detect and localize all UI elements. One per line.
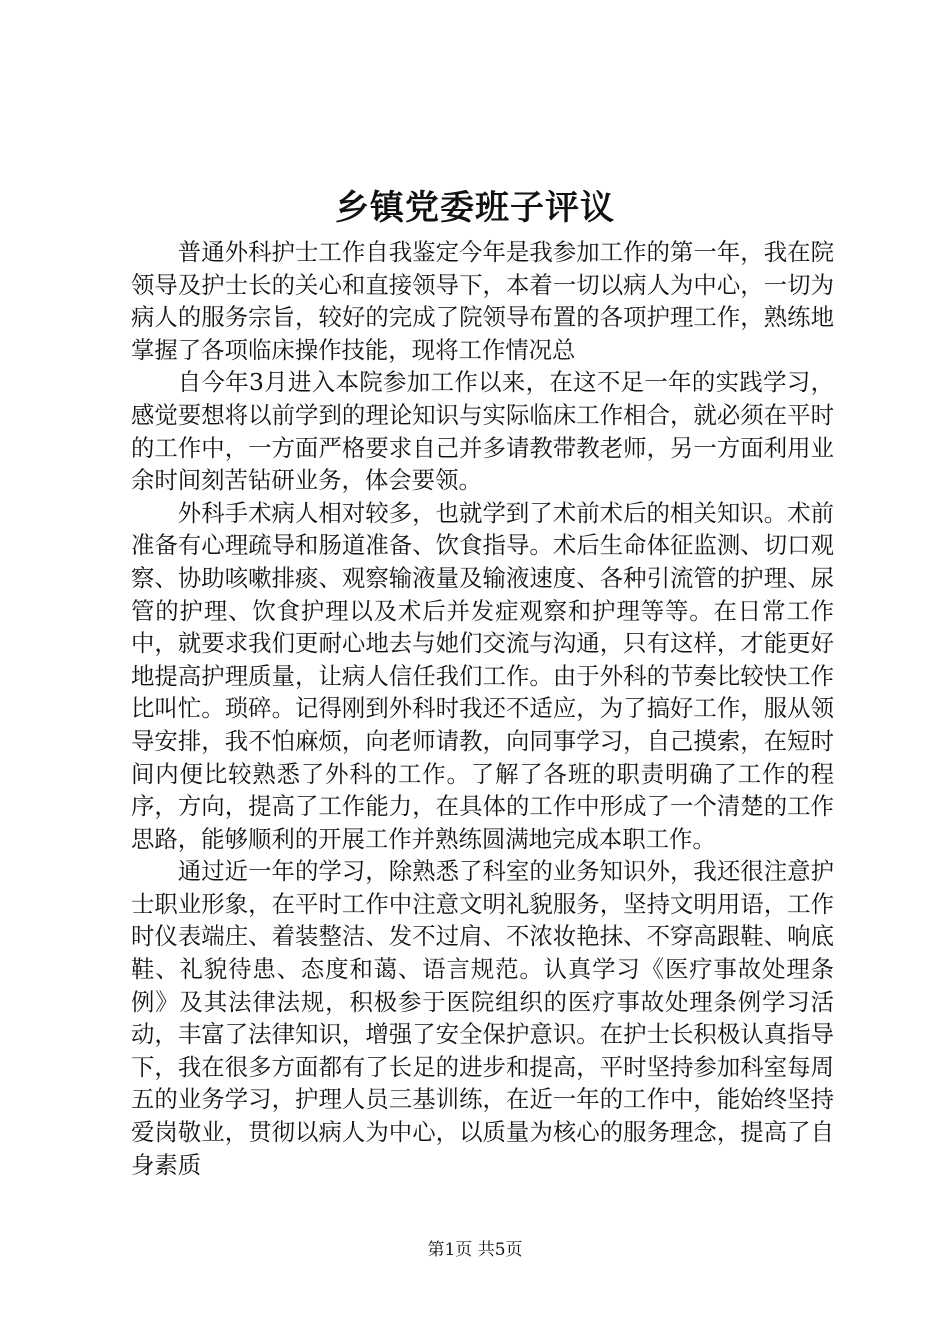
document-body <box>131 236 834 1181</box>
paragraph-2: 自今年3月进入本院参加工作以来，在这不足一年的实践学习，感觉要想将以前学到的理论知识与实际临床工作相合，就必须在平时的工作中，一方面严格要求自己并多请教带教老师，另一方面利用业余时间刻苦钻研业务，体会要领。 <box>131 368 834 495</box>
page-footer <box>0 1238 950 1262</box>
paragraph-4: 通过近一年的学习，除熟悉了科室的业务知识外，我还很注意护士职业形象，在平时工作中注意文明礼貌服务，坚持文明用语，工作时仪表端庄、着装整洁、发不过肩、不浓妆艳抹、不穿高跟鞋、响底鞋、礼貌待患、态度和蔼、语言规范。认真学习《医疗事故处理条例》及其法律法规，积极参于医院组织的医疗事故处理条例学习活动，丰富了法律知识，增强了安全保护意识。在护士长积极认真指导下，我在很多方面都有了长足的进步和提高，平时坚持参加科室每周五的业务学习，护理人员三基训练，在近一年的工作中，能始终坚持爱岗敬业，贯彻以病人为中心，以质量为核心的服务理念，提高了自身素质 <box>131 857 834 1179</box>
page-indicator: 第1页 共5页 <box>427 1240 523 1260</box>
paragraph-3: 外科手术病人相对较多，也就学到了术前术后的相关知识。术前准备有心理疏导和肠道准备、饮食指导。术后生命体征监测、切口观察、协助咳嗽排痰、观察输液量及输液速度、各种引流管的护理、尿管的护理、饮食护理以及术后并发症观察和护理等等。在日常工作中，就要求我们更耐心地去与她们交流与沟通，只有这样，才能更好地提高护理质量，让病人信任我们工作。由于外科的节奏比较快工作比叫忙。琐碎。记得刚到外科时我还不适应，为了搞好工作，服从领导安排，我不怕麻烦，向老师请教，向同事学习，自己摸索，在短时间内便比较熟悉了外科的工作。了解了各班的职责明确了工作的程序，方向，提高了工作能力，在具体的工作中形成了一个清楚的工作思路，能够顺利的开展工作并熟练圆满地完成本职工作。 <box>131 498 834 853</box>
document-title: 乡镇党委班子评议 <box>335 188 615 228</box>
paragraph-1: 普通外科护士工作自我鉴定今年是我参加工作的第一年，我在院领导及护士长的关心和直接领导下，本着一切以病人为中心，一切为病人的服务宗旨，较好的完成了院领导布置的各项护理工作，熟练地掌握了各项临床操作技能，现将工作情况总 <box>131 238 834 364</box>
